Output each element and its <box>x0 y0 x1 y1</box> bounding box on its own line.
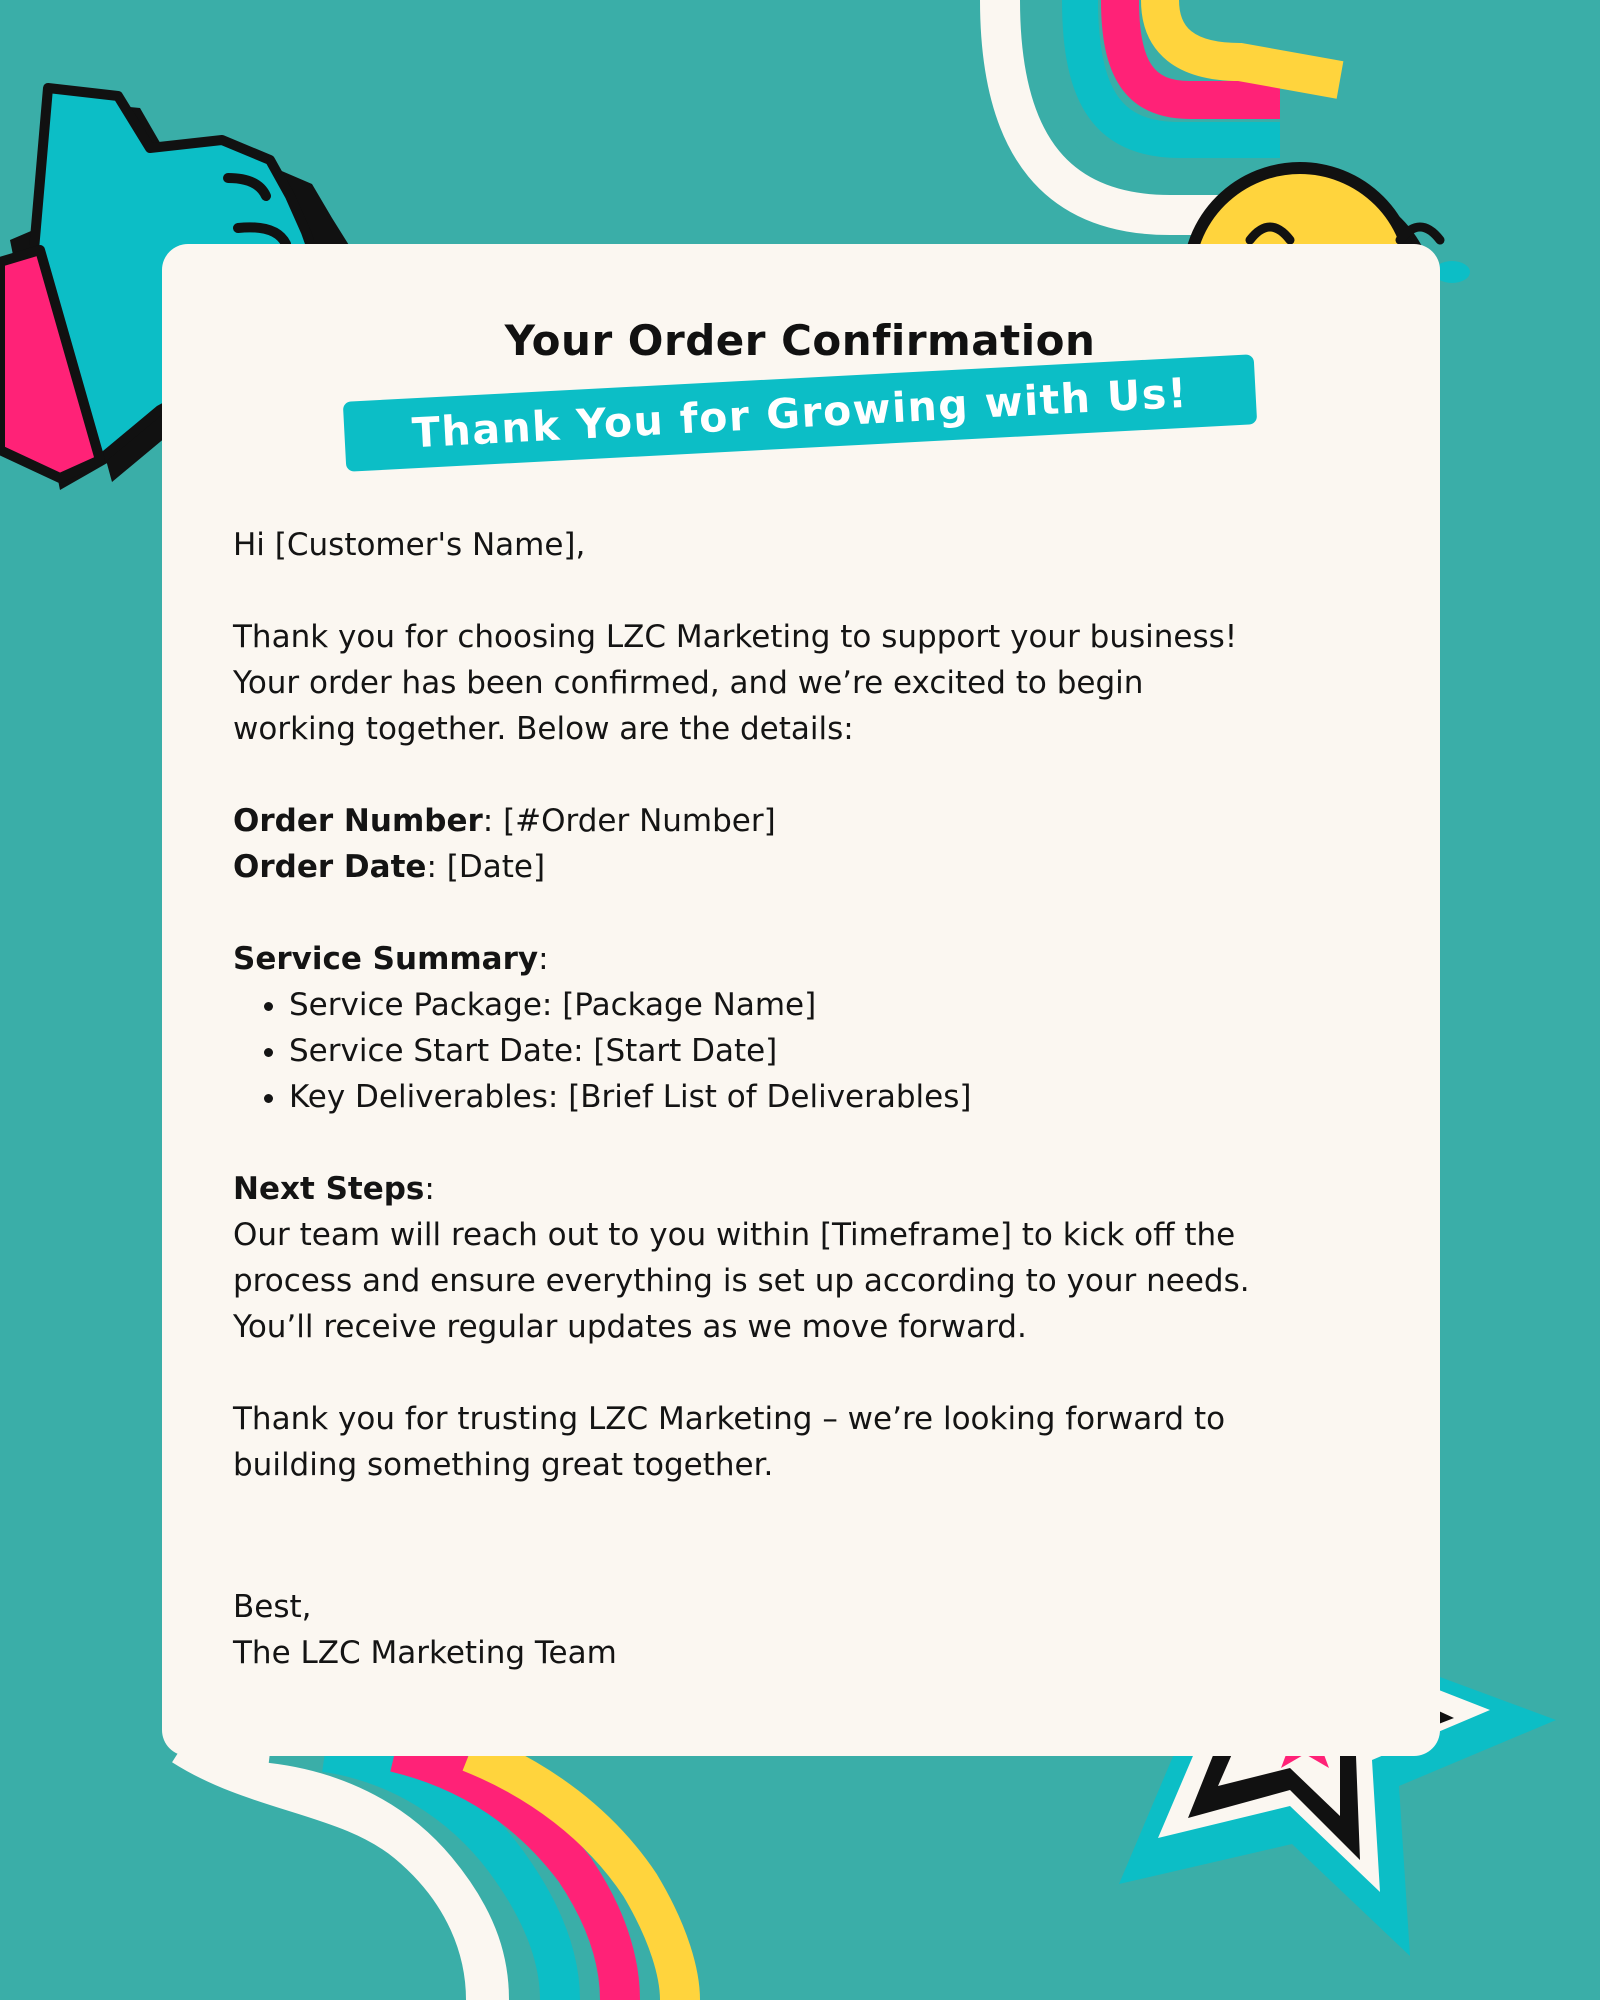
list-item: • Service Package: [Package Name] <box>289 982 1383 1028</box>
order-number-label: Order Number <box>233 803 483 839</box>
next-steps-heading: Next Steps: <box>233 1171 435 1207</box>
banner-text: Thank You for Growing with Us! <box>410 368 1190 458</box>
intro-line: Thank you for choosing LZC Marketing to support your business! <box>233 619 1238 655</box>
list-item: • Service Start Date: [Start Date] <box>289 1028 1383 1074</box>
next-steps-line: You’ll receive regular updates as we move forward. <box>233 1309 1027 1345</box>
signature: The LZC Marketing Team <box>233 1635 617 1671</box>
next-steps-line: Our team will reach out to you within [Timeframe] to kick off the <box>233 1217 1236 1253</box>
service-summary-label: Service Summary <box>233 941 539 977</box>
letter-body <box>233 522 1383 1488</box>
service-summary-list <box>233 982 1383 1120</box>
greeting: Hi [Customer's Name], <box>233 527 586 563</box>
closing-line: Thank you for trusting LZC Marketing – we’re looking forward to <box>233 1401 1226 1437</box>
rainbow-bottom-icon <box>185 1742 680 2000</box>
order-number-value: [#Order Number] <box>503 803 776 839</box>
page-title: Your Order Confirmation <box>504 316 1096 365</box>
signoff-block <box>233 1584 617 1676</box>
next-steps-line: process and ensure everything is set up according to your needs. <box>233 1263 1250 1299</box>
order-number-line: Order Number: [#Order Number] <box>233 803 776 839</box>
intro-line: Your order has been confirmed, and we’re excited to begin <box>233 665 1144 701</box>
signoff: Best, <box>233 1589 312 1625</box>
order-date-label: Order Date <box>233 849 427 885</box>
intro-line: working together. Below are the details: <box>233 711 854 747</box>
order-date-line: Order Date: [Date] <box>233 849 546 885</box>
service-summary-heading: Service Summary: <box>233 941 549 977</box>
order-date-value: [Date] <box>446 849 546 885</box>
closing-line: building something great together. <box>233 1447 774 1483</box>
list-item: • Key Deliverables: [Brief List of Deliverables] <box>289 1074 1383 1120</box>
next-steps-label: Next Steps <box>233 1171 425 1207</box>
